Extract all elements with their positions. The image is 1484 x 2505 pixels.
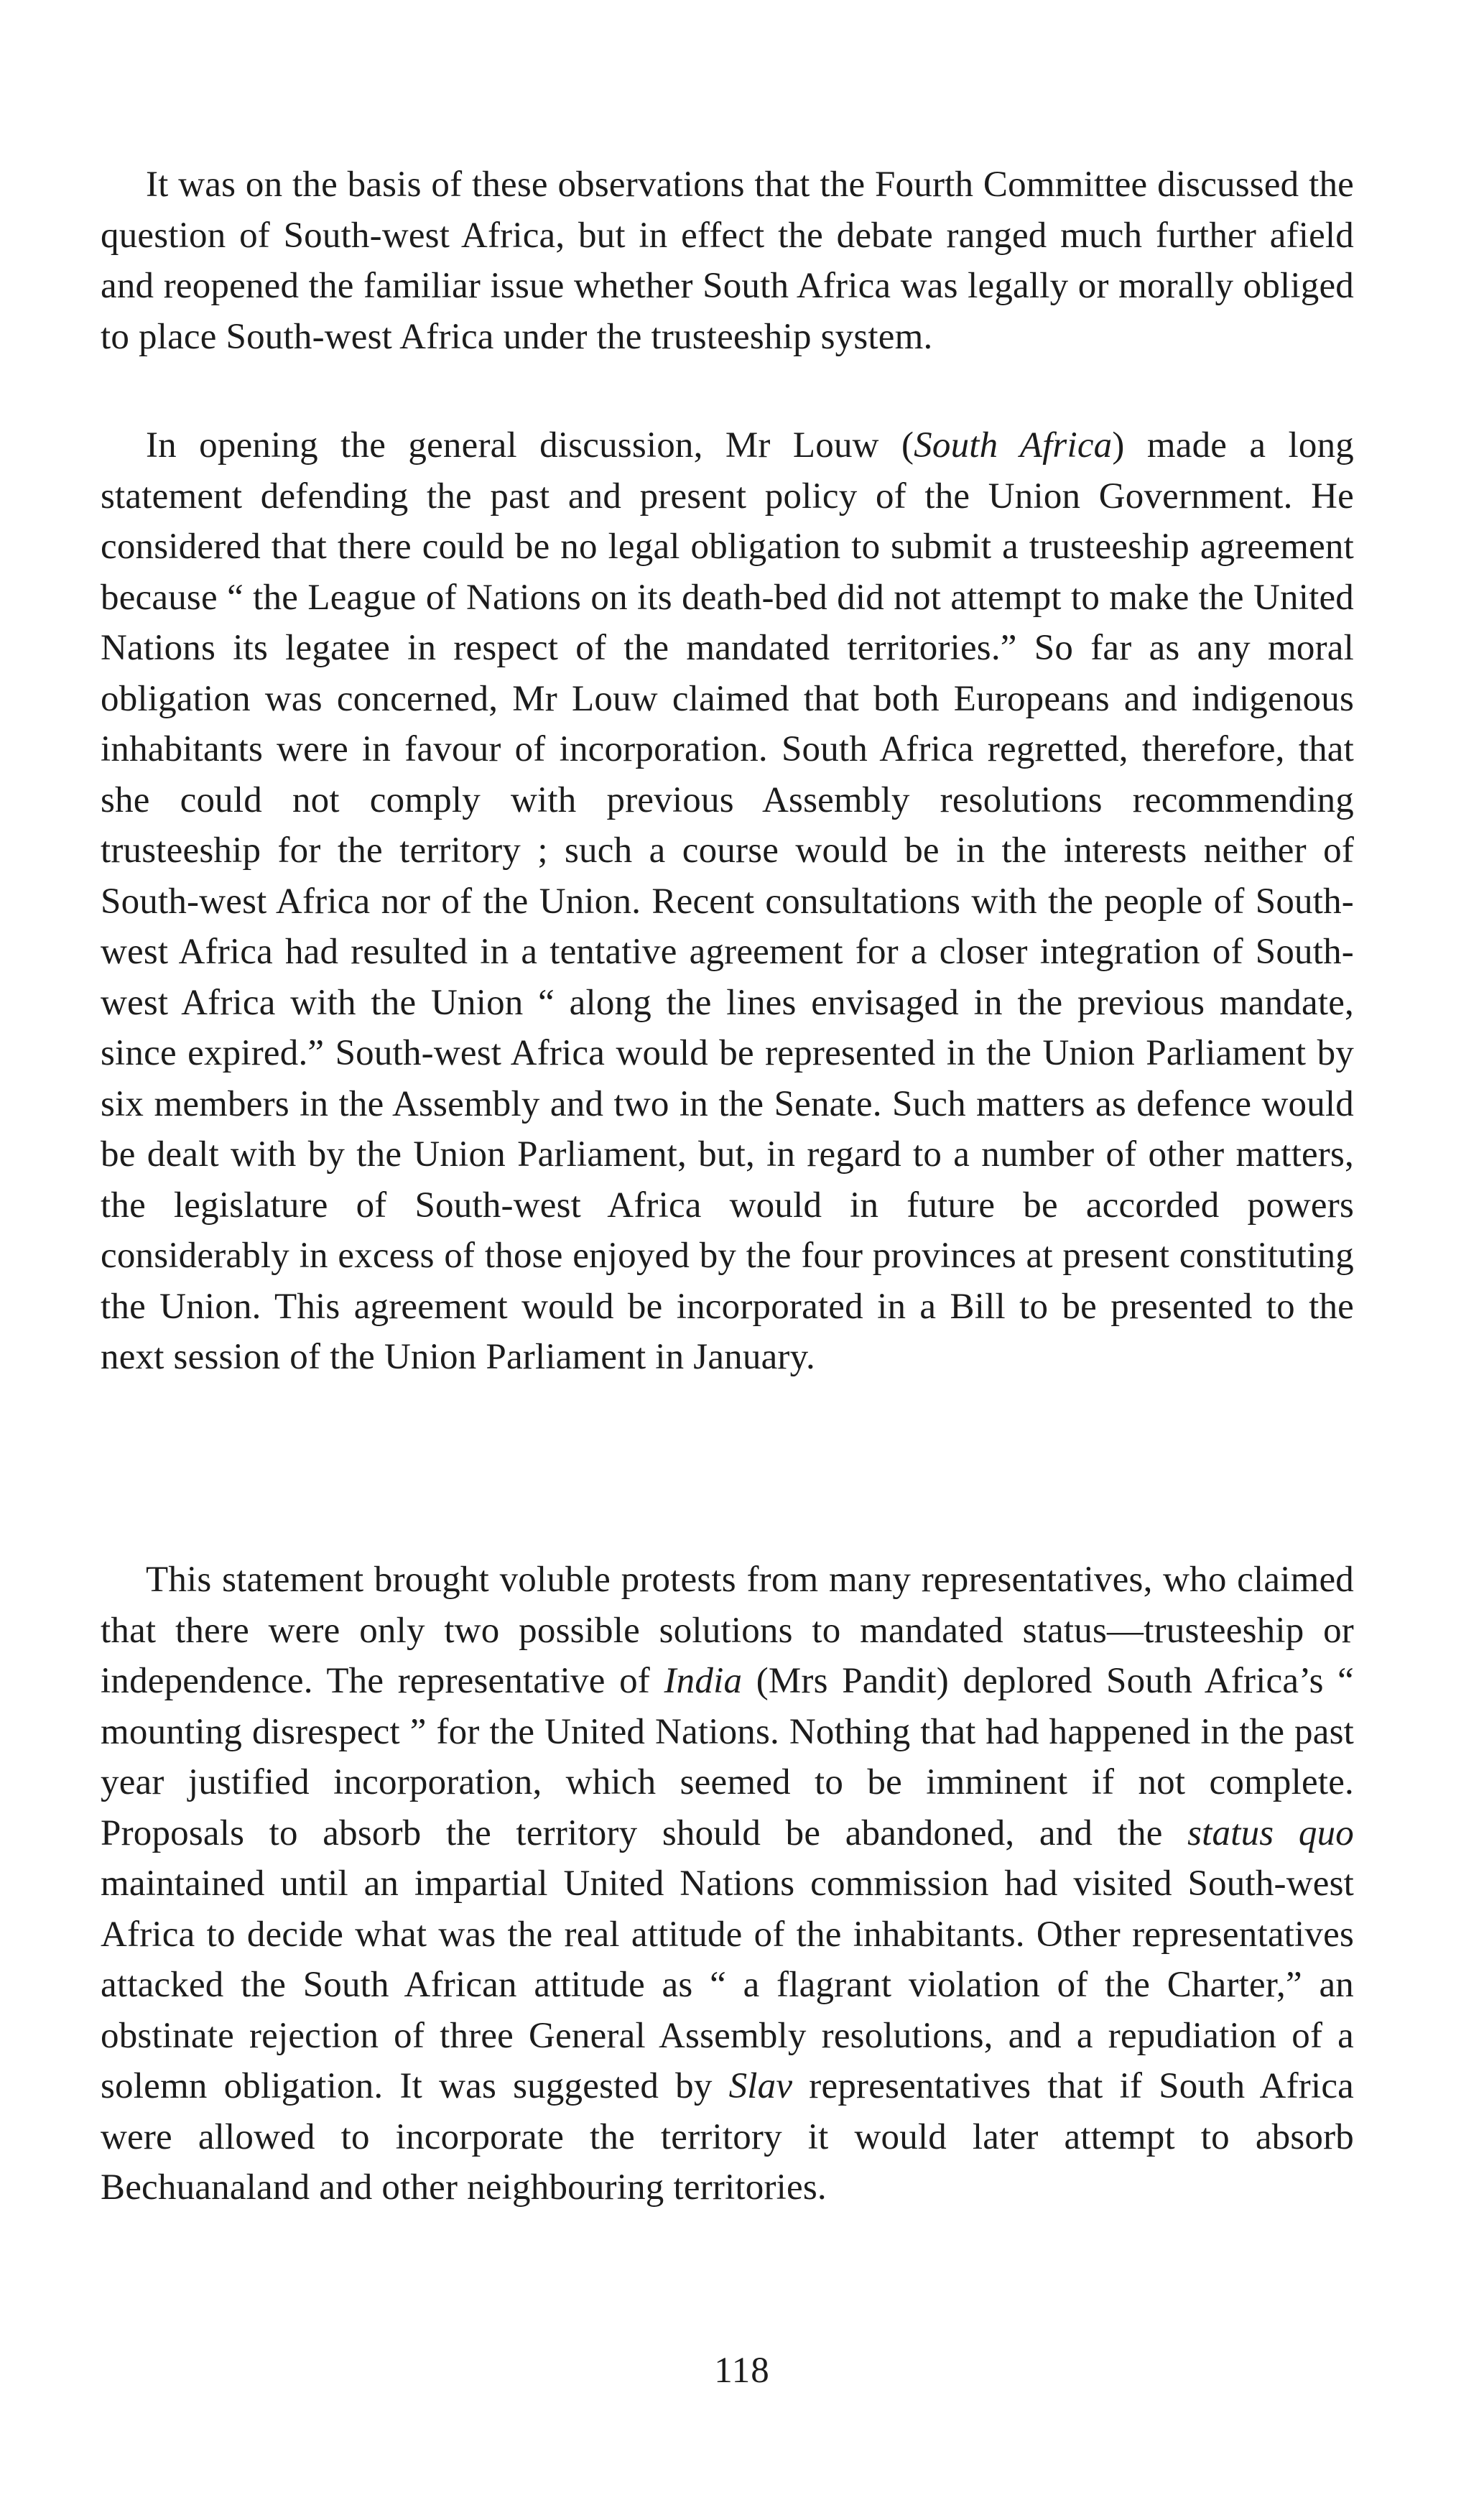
paragraph-text: representatives that if South Africa were allowed to incorporate the territory it would later attempt to absorb Bechuanaland and other neighbouring territories. [101, 2066, 1354, 2208]
italic-country-name: South Africa [914, 425, 1113, 466]
paragraph-text: In opening the general discussion, Mr Louw ( [146, 425, 914, 466]
italic-phrase: Slav [728, 2066, 793, 2106]
page-number: 118 [714, 2351, 770, 2391]
paragraph-fourth-committee [101, 159, 1354, 362]
paragraph-text: This statement brought voluble protests from many representatives, who claimed that there were only two possible solutions to mandated status—trusteeship or independence. The representative of [101, 1560, 1354, 1701]
paragraph-text: (Mrs Pandit) deplored South Africa’s “ mounting disrespect ” for the United Nations. Nothing that had happened in the past year justified incorporation, which seemed to be imminent if not complete. Proposals to absorb the territory should be abandoned, and the [101, 1661, 1354, 1853]
italic-country-name: India [664, 1661, 743, 1701]
paragraph-text: maintained until an impartial United Nations commission had visited South-west Africa to decide what was the real attitude of the inhabitants. Other representatives attacked the South African attitude as “ a flagrant violation of the Charter,” an obstinate rejection of three General Assembly resolutions, and a repudiation of a solemn obligation. It was suggested by [101, 1863, 1354, 2106]
paragraph-mr-louw-statement [101, 420, 1354, 1383]
paragraph-text: It was on the basis of these observations that the Fourth Committee discussed the question of South-west Africa, but in effect the debate ranged much further afield and reopened the familiar issue whether South Africa was legally or morally obliged to place South-west Africa under the trusteeship system. [101, 165, 1354, 357]
paragraph-text: ) made a long statement defending the past and present policy of the Union Government. He considered that there could be no legal obligation to submit a trusteeship agreement because “ the League of Nations on its death-bed did not attempt to make the United Nations its legatee in respect of the mandated territories.” So far as any moral obligation was concerned, Mr Louw claimed that both Europeans and indigenous inhabitants were in favour of incorporation. South Africa regretted, therefore, that she could not comply with previous Assembly resolutions recommending trusteeship for the territory ; such a course would be in the interests neither of South-west Africa nor of the Union. Recent consultations with the people of South-west Africa had resulted in a tentative agreement for a closer integration of South-west Africa with the Union “ along the lines envisaged in the previous mandate, since expired.” South-west Africa would be represented in the Union Parliament by six members in the Assembly and two in the Senate. Such matters as defence would be dealt with by the Union Parliament, but, in regard to a number of other matters, the legislature of South-west Africa would in future be accorded powers considerably in excess of those enjoyed by the four provinces at present constituting the Union. This agreement would be incorporated in a Bill to be presented to the next session of the Union Parliament in January. [101, 425, 1354, 1377]
italic-phrase: status quo [1187, 1812, 1354, 1853]
paragraph-protests [101, 1555, 1354, 2213]
